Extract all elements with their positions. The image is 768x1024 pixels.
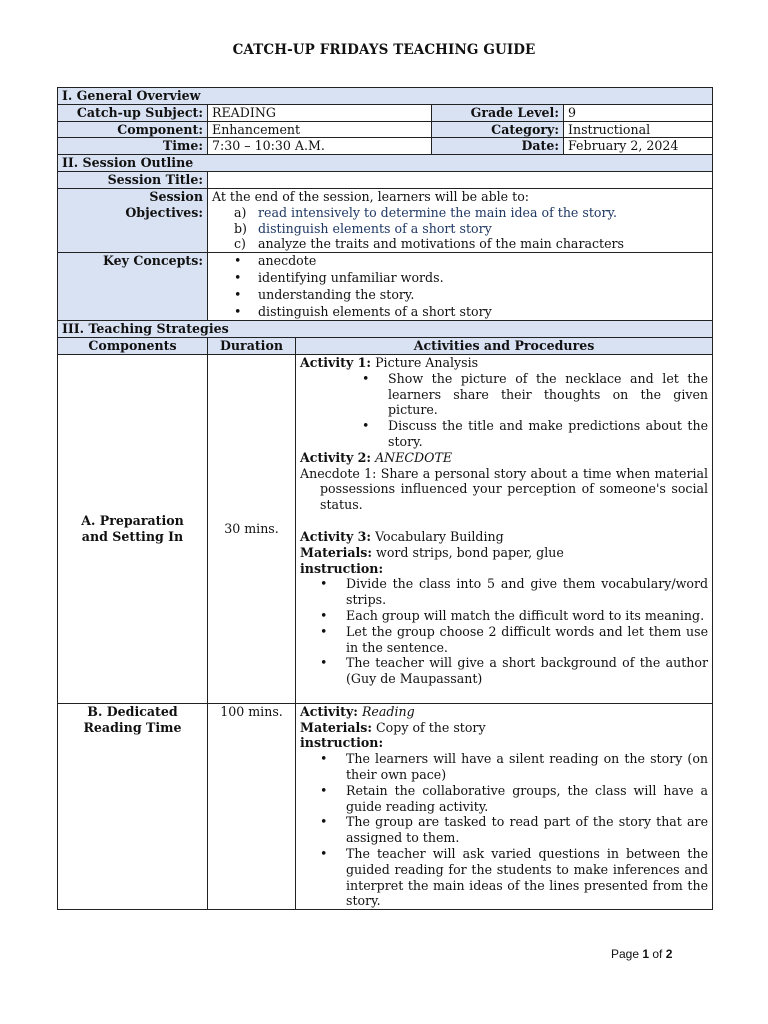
general-overview-heading: I. General Overview: [58, 88, 713, 105]
session-objectives-value: [208, 188, 713, 252]
reading-list: [320, 751, 708, 909]
session-objectives-label-line1: Session: [149, 188, 203, 204]
page-title: CATCH-UP FRIDAYS TEACHING GUIDE: [232, 42, 536, 58]
category-value: Instructional: [564, 121, 713, 138]
subject-label: Catch-up Subject:: [58, 104, 208, 121]
reading-activity-heading: Activity: Reading: [300, 703, 415, 719]
bullet-icon: •: [320, 576, 328, 592]
key-concepts-value: [208, 253, 713, 321]
bullet-icon: •: [320, 782, 328, 798]
session-outline-row: [58, 155, 713, 172]
grade-label: Grade Level:: [432, 104, 564, 121]
anecdote-text: Anecdote 1: Share a personal story about a time when material possessions influenced your perception of someone's social status.: [300, 465, 709, 513]
preparation-duration: 30 mins.: [208, 354, 296, 703]
subject-value: READING: [208, 104, 432, 121]
grade-value: 9: [564, 104, 713, 121]
session-outline-heading: II. Session Outline: [58, 155, 713, 172]
time-label: Time:: [58, 138, 208, 155]
list-item: • Let the group choose 2 difficult words and let them use in the sentence.: [320, 623, 709, 655]
list-item: • distinguish elements of a short story: [234, 303, 492, 319]
list-item: • identifying unfamiliar words.: [234, 269, 444, 285]
page-total: 2: [665, 947, 673, 961]
bullet-icon: •: [320, 751, 328, 767]
reading-row: [58, 703, 713, 909]
teaching-guide-table: [57, 87, 713, 910]
time-row: [58, 138, 713, 155]
session-title-label: Session Title:: [58, 171, 208, 188]
list-item: a) read intensively to determine the main idea of the story.: [234, 204, 617, 220]
list-item: • The teacher will ask varied questions in between the guided reading for the students to make inferences and interpret the main ideas of the lines presented from the story.: [320, 846, 709, 909]
preparation-component: A. Preparation and Setting In: [58, 354, 208, 703]
list-item: • The group are tasked to read part of the story that are assigned to them.: [320, 814, 709, 846]
date-label: Date:: [432, 138, 564, 155]
reading-materials: Materials: Copy of the story: [300, 719, 486, 735]
preparation-row: [58, 354, 713, 703]
col-activities-header: Activities and Procedures: [296, 338, 713, 355]
key-concepts-list: [234, 253, 708, 320]
component-value: Enhancement: [208, 121, 432, 138]
list-item: • The learners will have a silent reading on the story (on their own pace): [320, 751, 709, 783]
strategies-header-row: [58, 338, 713, 355]
bullet-icon: •: [320, 846, 328, 862]
component-label: Component:: [58, 121, 208, 138]
list-item: • anecdote: [234, 253, 317, 269]
col-duration-header: Duration: [208, 338, 296, 355]
preparation-activities: [296, 354, 713, 703]
list-item: • Divide the class into 5 and give them vocabulary/word strips.: [320, 576, 709, 608]
bullet-icon: •: [362, 370, 370, 386]
list-item: • The teacher will give a short background of the author (Guy de Maupassant): [320, 655, 709, 687]
date-value: February 2, 2024: [564, 138, 713, 155]
bullet-icon: •: [234, 269, 242, 285]
key-concepts-label: Key Concepts:: [58, 253, 208, 321]
session-objectives-label: [58, 188, 208, 252]
bullet-icon: •: [362, 418, 370, 434]
teaching-strategies-row: [58, 321, 713, 338]
list-item: • understanding the story.: [234, 286, 415, 302]
bullet-icon: •: [320, 623, 328, 639]
activity-1-heading: Activity 1: Picture Analysis: [300, 354, 479, 370]
bullet-icon: •: [320, 607, 328, 623]
activity-3-list: [320, 576, 708, 687]
bullet-icon: •: [234, 303, 242, 319]
activity-3-instruction-label: instruction:: [300, 560, 384, 576]
activity-3-materials: Materials: word strips, bond paper, glue: [300, 544, 564, 560]
activity-2-heading: Activity 2: ANECDOTE: [300, 449, 453, 465]
objectives-list: [234, 205, 708, 252]
list-item: • Each group will match the difficult word to its meaning.: [320, 607, 705, 623]
list-item: • Show the picture of the necklace and let the learners share their thoughts on the given picture.: [362, 370, 709, 418]
reading-activities: [296, 703, 713, 909]
reading-instruction-label: instruction:: [300, 735, 384, 751]
bullet-icon: •: [320, 814, 328, 830]
session-title-row: [58, 171, 713, 188]
key-concepts-row: [58, 253, 713, 321]
subject-row: [58, 104, 713, 121]
reading-duration: 100 mins.: [208, 703, 296, 909]
activity-1-list: [362, 371, 708, 450]
general-overview-row: [58, 88, 713, 105]
activity-3-heading: Activity 3: Vocabulary Building: [300, 528, 504, 544]
col-components-header: Components: [58, 338, 208, 355]
bullet-icon: •: [234, 286, 242, 302]
time-value: 7:30 – 10:30 A.M.: [208, 138, 432, 155]
list-item: • Discuss the title and make predictions about the story.: [362, 418, 709, 449]
reading-component: B. Dedicated Reading Time: [58, 703, 208, 909]
list-item: c) analyze the traits and motivations of the main characters: [234, 236, 625, 252]
session-title-value: [208, 171, 713, 188]
page-footer: Page 1 of 2: [611, 947, 673, 961]
objectives-intro: At the end of the session, learners will be able to:: [212, 188, 530, 204]
list-item: b) distinguish elements of a short story: [234, 220, 492, 236]
teaching-strategies-heading: III. Teaching Strategies: [58, 321, 713, 338]
list-item: • Retain the collaborative groups, the class will have a guide reading activity.: [320, 782, 709, 814]
bullet-icon: •: [234, 253, 242, 269]
component-row: [58, 121, 713, 138]
page-number: 1: [642, 947, 650, 961]
bullet-icon: •: [320, 655, 328, 671]
session-objectives-label-line2: Objectives:: [125, 204, 203, 220]
session-objectives-row: [58, 188, 713, 252]
category-label: Category:: [432, 121, 564, 138]
